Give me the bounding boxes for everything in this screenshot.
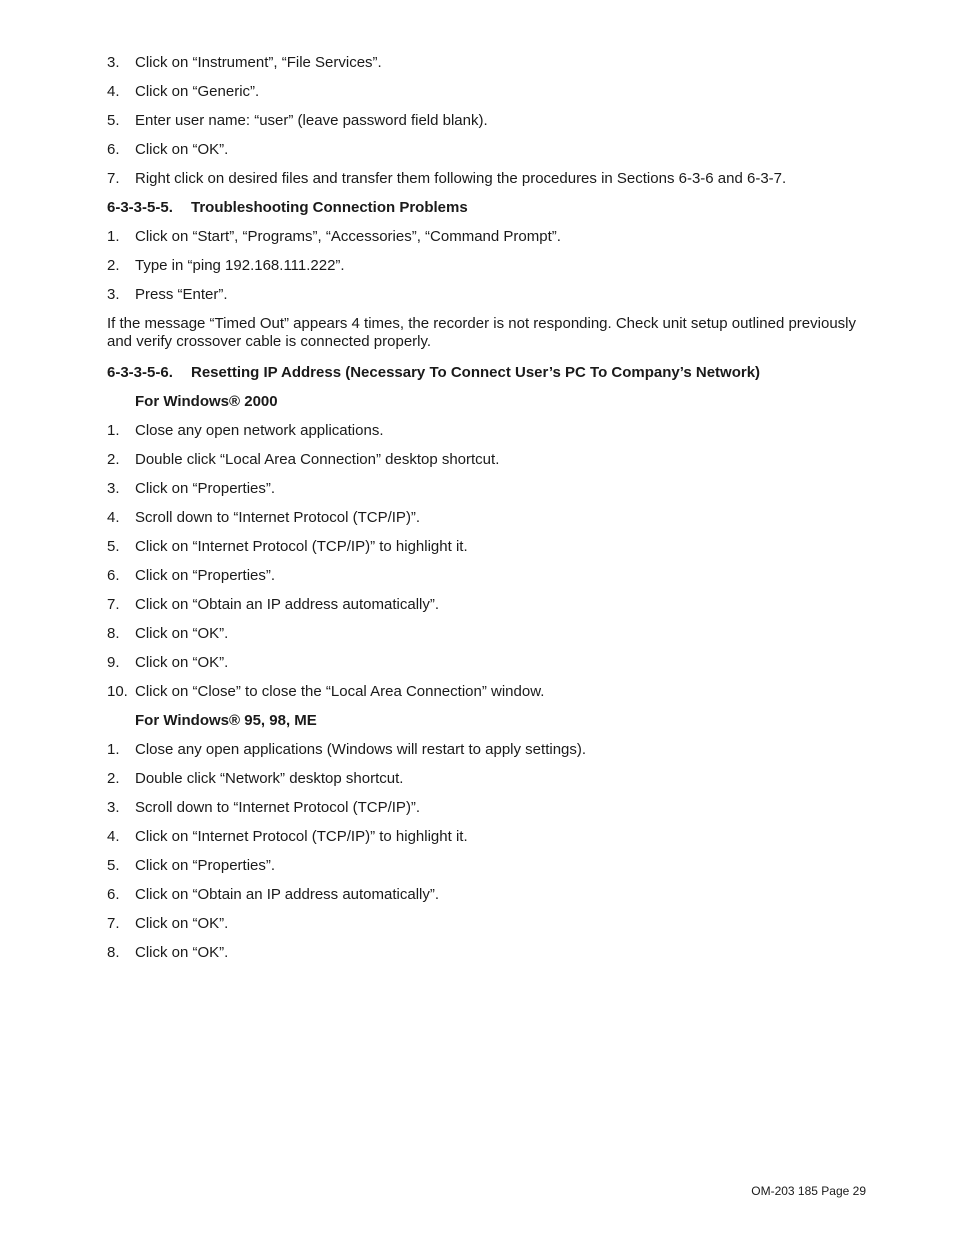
section-title: Resetting IP Address (Necessary To Connect User’s PC To Company’s Network) bbox=[191, 364, 761, 381]
step-list-windows-95 bbox=[107, 739, 877, 971]
list-item bbox=[107, 226, 877, 255]
list-item bbox=[107, 110, 877, 139]
list-item bbox=[107, 565, 877, 594]
list-item-number: 2. bbox=[107, 770, 120, 787]
list-item-number: 7. bbox=[107, 596, 120, 613]
list-item bbox=[107, 536, 877, 565]
list-item-number: 8. bbox=[107, 944, 120, 961]
list-item bbox=[107, 855, 877, 884]
list-item bbox=[107, 623, 877, 652]
list-item bbox=[107, 420, 877, 449]
list-item-number: 7. bbox=[107, 170, 120, 187]
list-item-text: Click on “Obtain an IP address automatically”. bbox=[135, 596, 440, 613]
list-item-text: Click on “Obtain an IP address automatically”. bbox=[135, 886, 440, 903]
section-number: 6-3-3-5-5. bbox=[107, 199, 173, 216]
list-item-text: Right click on desired files and transfer them following the procedures in Sections 6-3-6 and 6-3-7. bbox=[135, 170, 787, 187]
list-item-text: Click on “OK”. bbox=[135, 654, 229, 671]
list-item-number: 10. bbox=[107, 683, 128, 700]
list-item-text: Double click “Network” desktop shortcut. bbox=[135, 770, 404, 787]
list-item-text: Enter user name: “user” (leave password field blank). bbox=[135, 112, 488, 129]
list-item-text: Click on “Properties”. bbox=[135, 567, 276, 584]
list-item bbox=[107, 826, 877, 855]
list-item-number: 5. bbox=[107, 112, 120, 129]
list-item bbox=[107, 255, 877, 284]
list-item-text: Click on “Instrument”, “File Services”. bbox=[135, 54, 382, 71]
list-item bbox=[107, 884, 877, 913]
list-item bbox=[107, 449, 877, 478]
list-item bbox=[107, 594, 877, 623]
list-item-number: 3. bbox=[107, 480, 120, 497]
list-item-text: Click on “Properties”. bbox=[135, 857, 276, 874]
page-footer: OM-203 185 Page 29 bbox=[751, 1184, 866, 1198]
list-item-text: Click on “Internet Protocol (TCP/IP)” to highlight it. bbox=[135, 828, 468, 845]
list-item bbox=[107, 797, 877, 826]
list-item bbox=[107, 52, 877, 81]
list-item-number: 2. bbox=[107, 451, 120, 468]
list-item-text: Scroll down to “Internet Protocol (TCP/IP)”. bbox=[135, 509, 421, 526]
list-item-text: Click on “Start”, “Programs”, “Accessories”, “Command Prompt”. bbox=[135, 228, 561, 245]
list-item-number: 1. bbox=[107, 741, 120, 758]
list-item bbox=[107, 913, 877, 942]
list-item-number: 6. bbox=[107, 886, 120, 903]
list-item-number: 5. bbox=[107, 538, 120, 555]
section-heading-reset-ip bbox=[107, 362, 877, 391]
list-item-number: 1. bbox=[107, 422, 120, 439]
subheading-windows-2000: For Windows® 2000 bbox=[135, 393, 278, 410]
list-item-text: Click on “OK”. bbox=[135, 915, 229, 932]
list-item-number: 3. bbox=[107, 286, 120, 303]
list-item-number: 3. bbox=[107, 54, 120, 71]
section-title: Troubleshooting Connection Problems bbox=[191, 199, 468, 216]
list-item bbox=[107, 284, 877, 313]
list-item-text: Press “Enter”. bbox=[135, 286, 228, 303]
list-item-text: Click on “OK”. bbox=[135, 944, 229, 961]
list-item-text: Type in “ping 192.168.111.222”. bbox=[135, 257, 345, 274]
list-item-number: 4. bbox=[107, 509, 120, 526]
list-item-text: Double click “Local Area Connection” desktop shortcut. bbox=[135, 451, 500, 468]
list-item-text: Click on “Internet Protocol (TCP/IP)” to highlight it. bbox=[135, 538, 468, 555]
subheading-windows-95-98-me: For Windows® 95, 98, ME bbox=[135, 712, 317, 729]
list-item-text: Close any open applications (Windows will restart to apply settings). bbox=[135, 741, 587, 758]
list-item-text: Click on “OK”. bbox=[135, 625, 229, 642]
list-item bbox=[107, 81, 877, 110]
list-item bbox=[107, 139, 877, 168]
section-number: 6-3-3-5-6. bbox=[107, 364, 173, 381]
list-item-number: 1. bbox=[107, 228, 120, 245]
list-item-number: 2. bbox=[107, 257, 120, 274]
step-list-windows-2000 bbox=[107, 420, 877, 710]
list-item bbox=[107, 478, 877, 507]
list-item-text: Click on “Close” to close the “Local Area Connection” window. bbox=[135, 683, 545, 700]
section-heading-troubleshooting bbox=[107, 197, 877, 226]
list-item bbox=[107, 652, 877, 681]
list-item-text: Scroll down to “Internet Protocol (TCP/IP)”. bbox=[135, 799, 421, 816]
list-item bbox=[107, 768, 877, 797]
list-item bbox=[107, 507, 877, 536]
list-item-number: 9. bbox=[107, 654, 120, 671]
list-item-number: 4. bbox=[107, 828, 120, 845]
step-list-file-services bbox=[107, 52, 877, 197]
list-item bbox=[107, 739, 877, 768]
list-item-number: 6. bbox=[107, 141, 120, 158]
list-item bbox=[107, 168, 877, 197]
document-page bbox=[107, 52, 877, 971]
list-item bbox=[107, 681, 877, 710]
list-item-number: 7. bbox=[107, 915, 120, 932]
list-item-number: 8. bbox=[107, 625, 120, 642]
list-item-text: Click on “Properties”. bbox=[135, 480, 276, 497]
timed-out-paragraph: If the message “Timed Out” appears 4 times, the recorder is not responding. Check unit setup outlined previously and verify crossover cable is connected properly. bbox=[107, 315, 856, 350]
list-item-number: 4. bbox=[107, 83, 120, 100]
list-item-number: 6. bbox=[107, 567, 120, 584]
list-item-number: 5. bbox=[107, 857, 120, 874]
step-list-troubleshooting bbox=[107, 226, 877, 313]
list-item bbox=[107, 942, 877, 971]
list-item-text: Click on “OK”. bbox=[135, 141, 229, 158]
list-item-text: Click on “Generic”. bbox=[135, 83, 260, 100]
list-item-text: Close any open network applications. bbox=[135, 422, 384, 439]
list-item-number: 3. bbox=[107, 799, 120, 816]
